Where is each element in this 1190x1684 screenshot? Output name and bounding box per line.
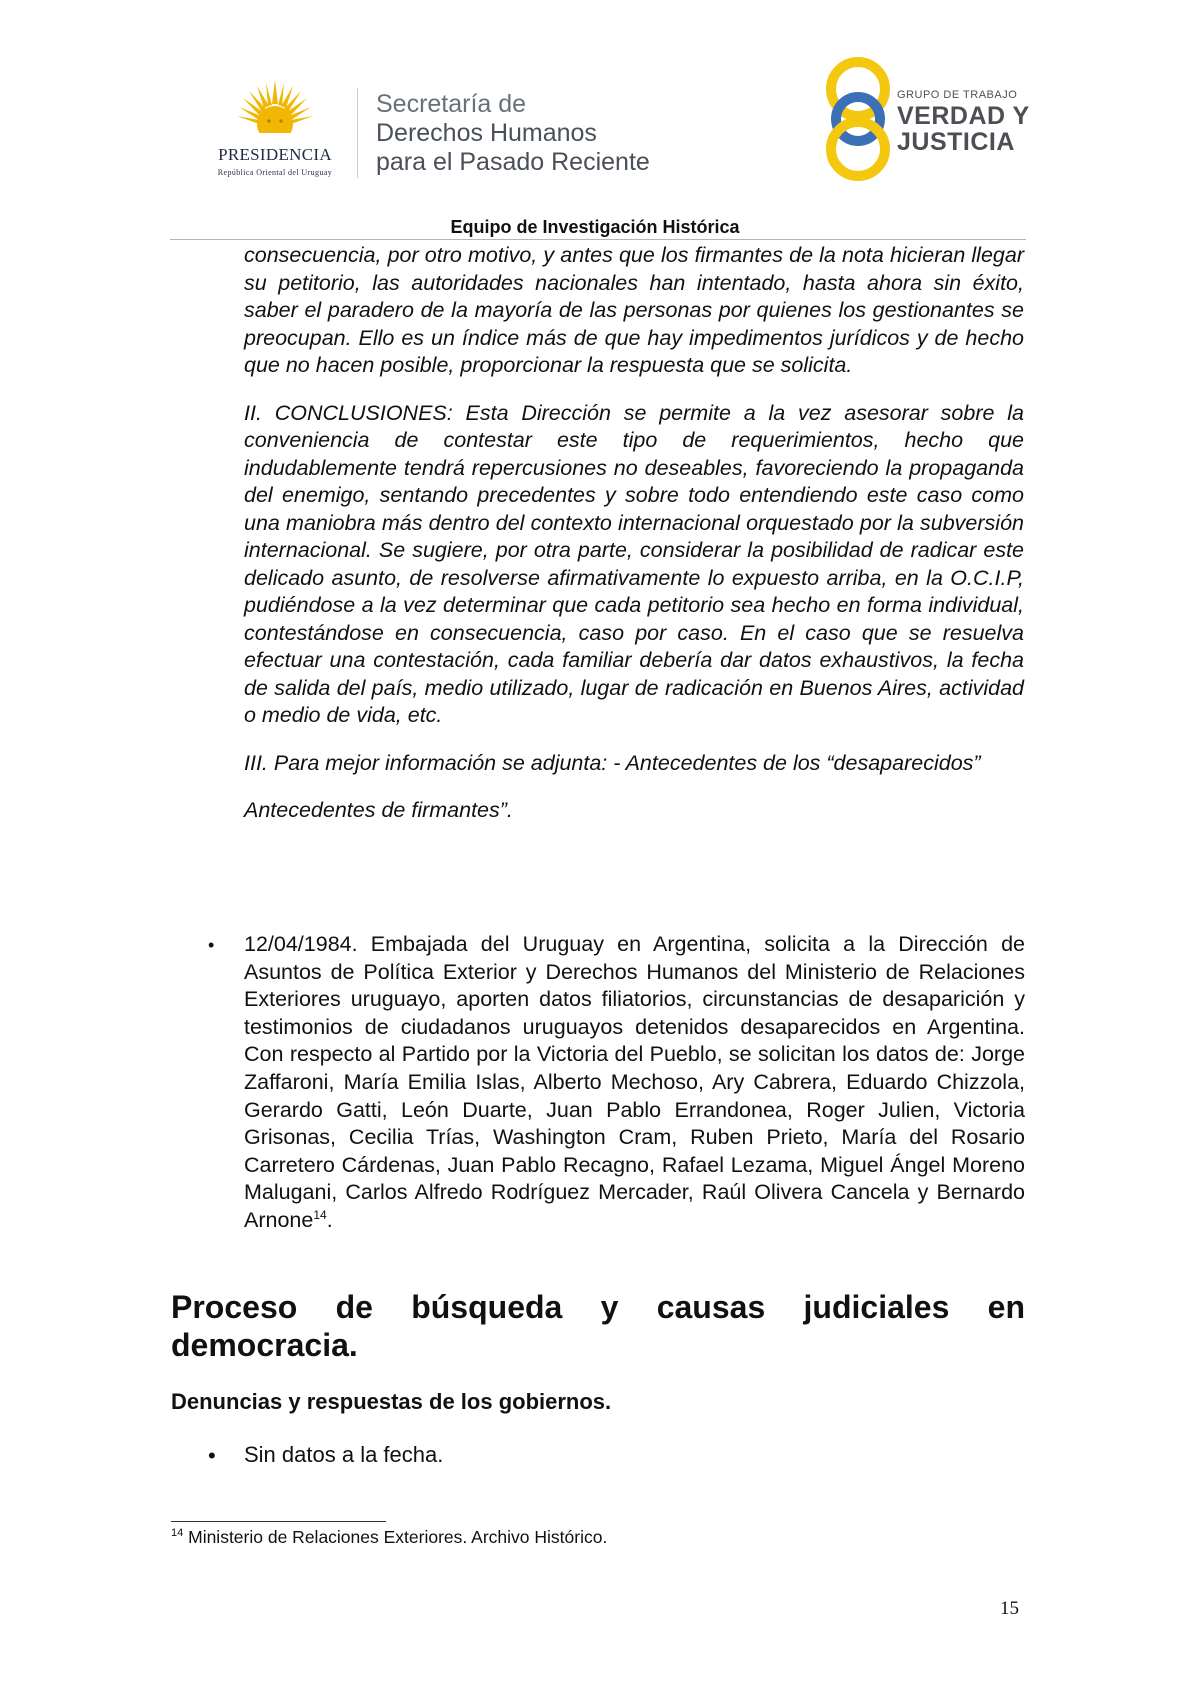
vyj-small-text: GRUPO DE TRABAJO <box>897 89 1018 101</box>
secretaria-line-2: Derechos Humanos <box>376 119 597 147</box>
section-title: Proceso de búsqueda y causas judiciales en democracia. <box>171 1289 1025 1363</box>
secretaria-line-3: para el Pasado Reciente <box>376 148 650 176</box>
footnote-number: 14 <box>171 1527 184 1540</box>
list-item-text: 12/04/1984. Embajada del Uruguay en Argentina, solicita a la Dirección de Asuntos de Política Exterior y Derechos Humanos del Ministerio de Relaciones Exteriores uruguayo, aporten datos filiatorios, circunstancias de desaparición y testimonios de ciudadanos uruguayos detenidos desaparecidos en Argentina. Con respecto al Partido por la Victoria del Pueblo, se solicitan los datos de: Jorge Zaffaroni, María Emilia Islas, Alberto Mechoso, Ary Cabrera, Eduardo Chizzola, Gerardo Gatti, León Duarte, Juan Pablo Errandonea, Roger Julien, Victoria Grisonas, Cecilia Trías, Washington Cram, Ruben Prieto, María del Rosario Carretero Cárdenas, Juan Pablo Recagno, Rafael Lezama, Miguel Ángel Moreno Malugani, Carlos Alfredo Rodríguez Mercader, Raúl Olivera Cancela y Bernardo Arnone <box>244 932 1025 1232</box>
list-item-end: . <box>326 1207 333 1232</box>
header-team-name: Equipo de Investigación Histórica <box>450 217 740 237</box>
quote-paragraph-2: II. CONCLUSIONES: Esta Dirección se permite a la vez asesorar sobre la conveniencia de contestar este tipo de requerimientos, hecho que indudablemente tendrá repercusiones no deseables, favoreciendo la propaganda del enemigo, sentando precedentes y sobre todo entendiendo este caso como una maniobra más dentro del contexto internacional orquestado por la subversión internacional. Se sugiere, por otra parte, considerar la posibilidad de radicar este delicado asunto, de resolverse afirmativamente lo expuesto arriba, en la O.C.I.P, pudiéndose a la vez determinar que cada petitorio sea hecho en forma individual, contestándose en consecuencia, caso por caso. En el caso que se resuelva efectuar una contestación, cada familiar debería dar datos exhaustivos, la fecha de salida del país, medio utilizado, lugar de radicación en Buenos Aires, actividad o medio de vida, etc. <box>244 400 1024 727</box>
header-divider <box>357 88 358 178</box>
presidencia-name: PRESIDENCIA <box>218 145 332 164</box>
vyj-title-line-1: VERDAD Y <box>897 102 1030 130</box>
bullet-marker: • <box>208 1443 216 1468</box>
presidencia-logo <box>195 78 355 178</box>
header-rule <box>170 239 1026 240</box>
quote-paragraph-1: consecuencia, por otro motivo, y antes que los firmantes de la nota hicieran llegar su petitorio, las autoridades nacionales han intentado, hasta ahora sin éxito, saber el paradero de la mayoría de las personas por quienes los gestionantes se preocupan. Ello es un índice más de que hay impedimentos jurídicos y de hecho que no hacen posible, proporcionar la respuesta que se solicita. <box>244 243 1024 377</box>
sun-icon <box>235 78 315 144</box>
verdad-justicia-logo <box>822 55 1032 183</box>
footnote <box>171 1527 607 1548</box>
quote-paragraph-4: Antecedentes de firmantes”. <box>244 798 513 822</box>
presidencia-subtitle: República Oriental del Uruguay <box>217 168 333 177</box>
bullet-marker: • <box>208 935 215 955</box>
list-item: Sin datos a la fecha. <box>244 1442 444 1467</box>
vyj-title-line-2: JUSTICIA <box>897 128 1015 156</box>
vyj-title <box>897 103 1030 155</box>
secretaria-line-1: Secretaría de <box>376 90 527 118</box>
footnote-rule <box>171 1521 386 1522</box>
secretaria-logo-text <box>376 90 650 177</box>
footnote-reference[interactable]: 14 <box>313 1207 327 1222</box>
quote-paragraph-3: III. Para mejor información se adjunta: - Antecedentes de los “desaparecidos” <box>244 750 981 775</box>
page-number: 15 <box>1000 1598 1019 1619</box>
footnote-text: Ministerio de Relaciones Exteriores. Archivo Histórico. <box>183 1527 608 1547</box>
list-item <box>244 931 1025 1235</box>
rings-icon <box>822 55 894 183</box>
sub-title: Denuncias y respuestas de los gobiernos. <box>171 1389 612 1414</box>
quoted-text-block <box>244 242 1024 825</box>
